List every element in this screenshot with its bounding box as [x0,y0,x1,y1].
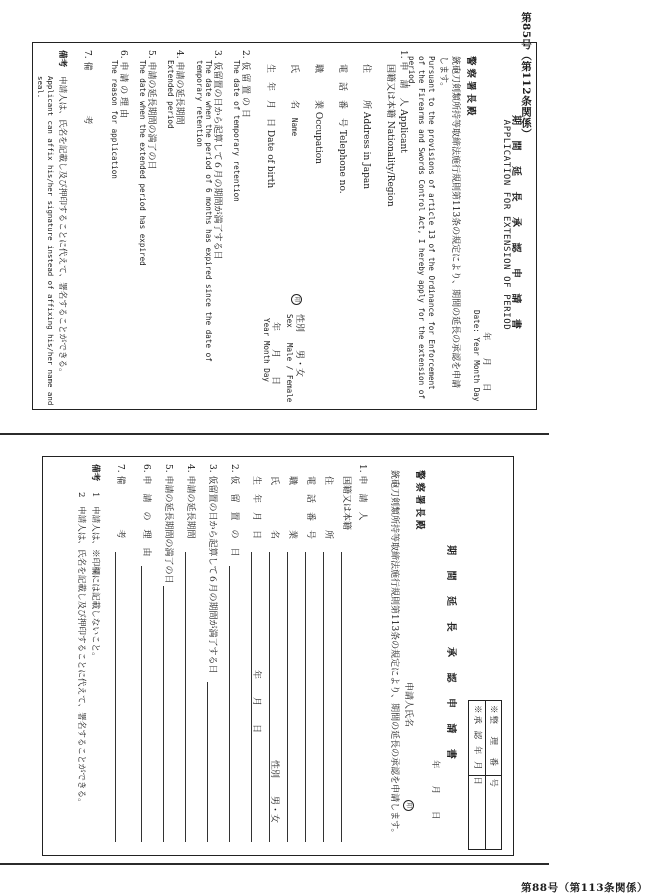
nationality-field: 国籍又は本籍 Nationality/Region [385,64,395,207]
date-field: 年 月 日 [481,332,491,392]
name-line [269,552,270,842]
office-box-divider [469,775,501,776]
birth-line [251,552,252,842]
applicant-name-line [403,682,416,811]
note-text-english: Applicant can affix his/her signature instead of affixing his/her name and seal. [36,76,55,406]
applicant-name-label: 申請人氏名 [403,682,413,728]
six-month-expiry-line [207,682,208,842]
remarks-line [115,552,116,842]
retention-date-line [229,566,230,842]
note-label: 備考 [57,50,67,68]
item-reason-english: The reason for application [110,60,119,179]
item-extended-period: 4. 申請の延長期間 [174,50,184,125]
sex-field: 性別 男・女 [294,314,304,378]
item-remarks: 7. 備 考 [115,464,125,539]
birth-field: 生 年 月 日 Date of birth [265,64,275,189]
addressee: 警察署長殿 [414,470,425,533]
item-six-month-expiry-english: The date when the period of 6 months has expired since the date of temporary retention [195,60,213,362]
name-field: 氏 名 [269,476,279,540]
telephone-line [305,552,306,842]
seal-icon: 印 [403,800,414,811]
sex-field-english: Sex Male / Female [285,314,294,403]
address-field: 住 所 Address in Japan [361,64,371,190]
note-text-2: 2 申請人は、氏名を記載し及び押印することに代えて、署名することができる。 [76,492,86,807]
telephone-field: 電 話 番 号 [305,476,315,540]
form-85-rotated-content [32,42,535,408]
occupation-field: 職 業 [287,476,297,540]
intro-text: 銃砲刀剣類所持等取締法施行規則第113条の規定により、期間の延長の承認を申請します。 [438,56,460,389]
seal-mark [291,294,302,305]
item-retention-date: 2. 仮 留 置 の 日 [229,464,239,557]
office-use-box [468,700,502,850]
note-text-1: 1 申請人は、※印欄には記載しないこと。 [90,492,100,661]
form-88-sheet [0,434,648,894]
name-label-english: Name [290,117,299,137]
note-text: 申請人は、氏名を記載し及び押印することに代えて、署名することができる。 [57,76,67,377]
form-85-sheet [0,0,549,434]
form-number: 第88号（第113条関係） [521,882,648,894]
occupation-field: 職 業 Occupation [313,64,323,164]
intro-text-english: Pursuant to the provisions of article 13 of the Ordinance for Enforcement of the Firearms and Swords Control Act, I hereby apply for the extension of period. [407,56,436,399]
item-extension-expiry: 5. 申請の延長期間の満了の日 [146,50,156,170]
form-title-english: APPLICATION FOR EXTENSION OF PERIOD [501,119,511,331]
item-extension-expiry-english: The date when the extended period has expired [138,60,147,266]
birth-field: 生 年 月 日 [251,476,261,540]
item-extension-expiry: 5. 申請の延長期間の満了の日 [163,464,173,584]
seal-icon: 印 [291,294,302,305]
item-remarks: 7. 備 考 [82,50,92,125]
address-line [323,552,324,842]
item-extended-period-english: Extended period [166,60,175,129]
form-number: 第85号（第112条関係） [520,12,532,140]
item-reason: 6. 申 請 の 理 由 [118,50,128,118]
page-bottom-edge [0,863,549,865]
birth-date-placeholder: 年 月 日 [270,322,280,386]
date-field-english: Date: Year Month Day [472,310,481,402]
item-extended-period: 4. 申請の延長期間 [185,464,195,539]
reason-line [141,566,142,842]
item-retention-date-english: The date of temporary retention [232,60,241,202]
form-title: 期 間 延 長 承 認 申 請 書 [510,115,521,335]
office-approval-date: ※承 認 年 月 日 [472,705,482,787]
occupation-line [287,552,288,842]
item-six-month-expiry: 3. 仮留置の日から起算して６月の期間が満了する日 [207,464,217,674]
address-field: 住 所 [323,476,333,540]
form-title: 期 間 延 長 承 認 申 請 書 [445,545,456,765]
item-applicant: 1. 申 請 人 [357,464,367,521]
sex-field: 性別 男・女 [269,760,279,824]
intro-text: 銃砲刀剣類所持等取締法施行規則第113条の規定により、期間の延長の承認を申請します。 [389,470,399,838]
name-label: 氏 名 [289,64,299,110]
extended-period-line [185,552,186,842]
item-applicant: 1. 申 請 人 Applicant [398,50,408,153]
birth-date-placeholder: 年 月 日 [251,670,261,734]
item-retention-date: 2. 仮 留 置 の 日 [240,50,250,118]
note-label: 備考 [90,464,100,482]
name-field [289,64,302,136]
item-reason: 6. 申 請 の 理 由 [141,464,151,557]
item-six-month-expiry: 3. 仮留置の日から起算して６月の期間が満了する日 [212,50,222,260]
birth-date-placeholder-english: Year Month Day [262,318,271,383]
nationality-line [341,552,342,842]
addressee: 警察署長殿 [465,56,476,119]
date-field: 年 月 日 [430,760,440,820]
extension-expiry-line [163,586,164,842]
telephone-field: 電 話 番 号 Telephone no. [337,64,347,194]
form-88-rotated-content [42,456,512,854]
nationality-field: 国籍又は本籍 [341,476,351,531]
office-reference-number: ※整 理 番 号 [485,701,501,849]
